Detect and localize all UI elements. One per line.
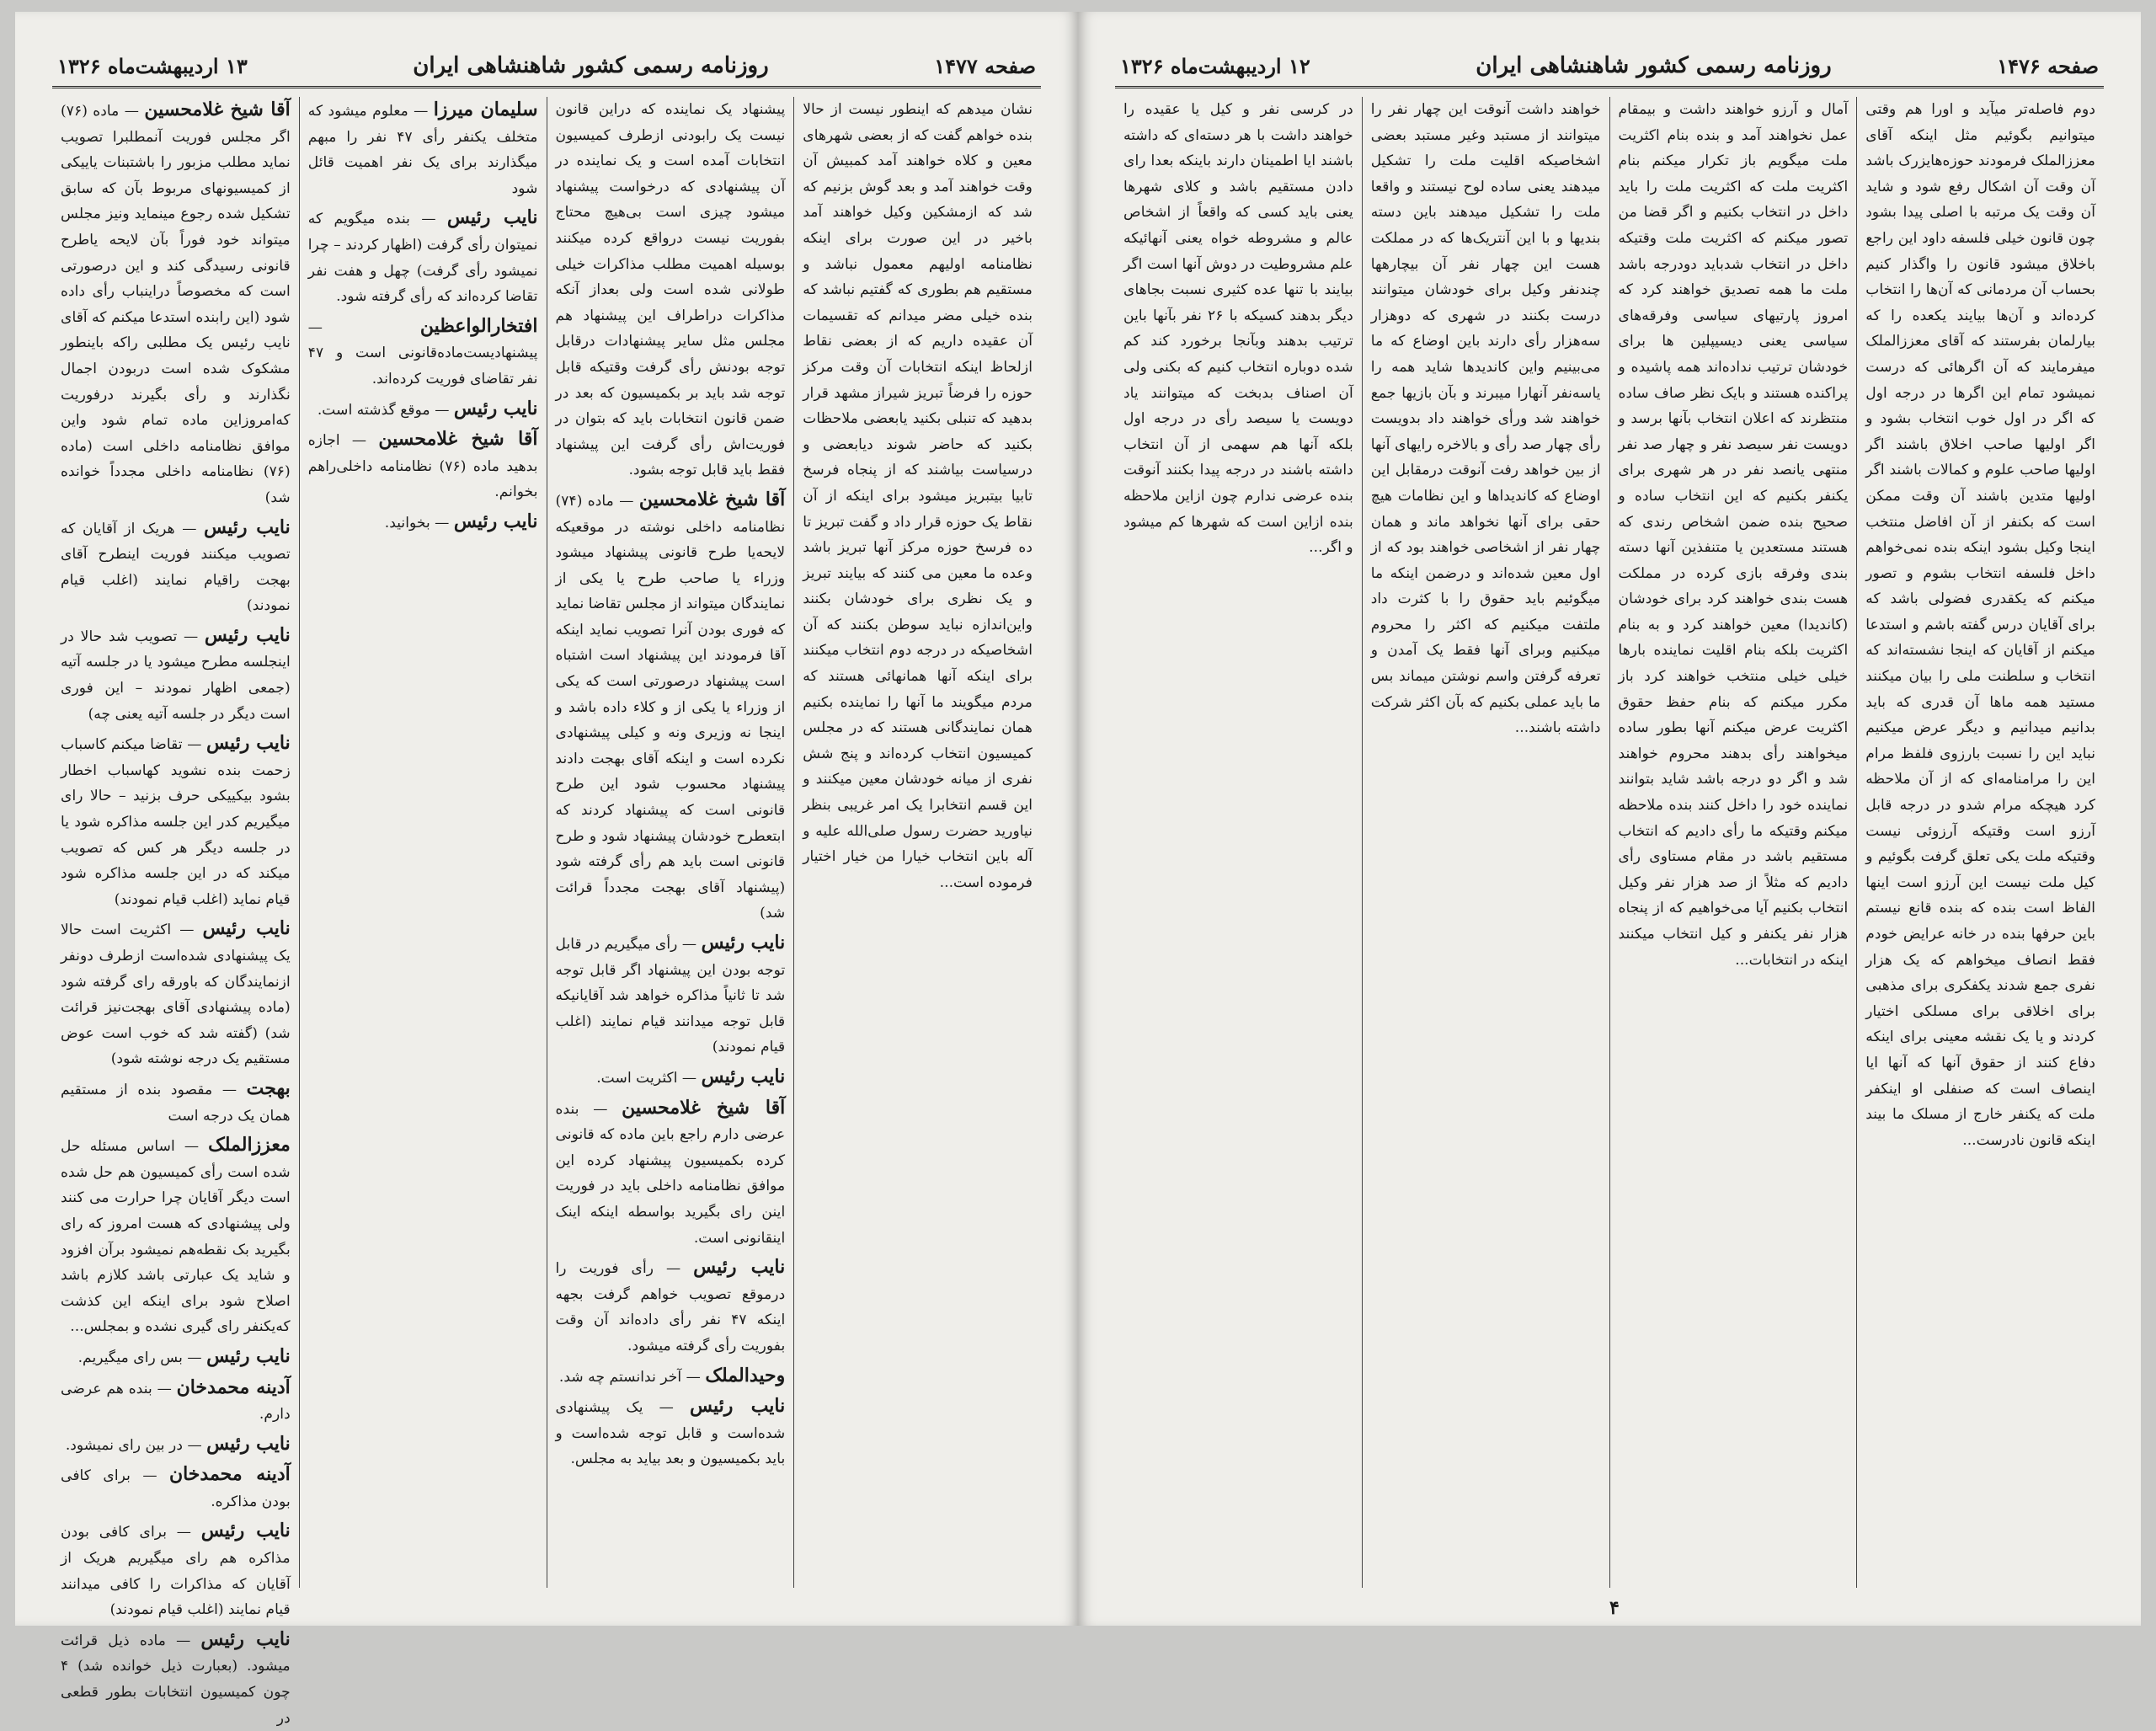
paragraph: دوم فاصله‌تر میآید و اورا هم وقتی میتوانیم بگوئیم مثل اینکه آقای معززالملک فرمودند حوزه‌هایزرک باشد آن وقت آن اشکال رفع شود و شاید آن وقت یک مرتبه با اصلی پیدا بشود چون قانون خیلی فلسفه داود این راجع باخلاق میشود قانون را واگذار کنیم بحساب آن مردمانی که آن‌ها را انتخاب کرده‌اند و آن‌ها بیایند یکعده را که بیارلمان بفرستند که آقای معززالملک میفرمایند که آن اگرهائی که درست نمیشود تمام این اگرها در درجه اول که اگر در اول خوب انتخاب بشود و اگر اولیها صاحب اخلاق باشند اگر اولیها صاحب علوم و کمالات باشند اگر اولیها متدین باشند آن وقت ممکن است که بکنفر از آن افاضل منتخب اینجا وکیل بشود اینکه بنده نمی‌خواهم داخل فلسفه انتخاب بشوم و تصور میکنم که یکقدری فضولی باشد که برای آقایان درس گفته باشم و استدعا میکنم از آقایان که اینجا نشسته‌اند که انتخاب و سلطنت ملی را بیان میکنند مستید همه ماها آن قدری که باید بدانیم میدانیم و دیگر عرض میکنیم نباید این را نسبت بارزوی فلفظ مرام این را مرامنامه‌ای که از آن ملاحظه کرد هیچکه مرام شدو در درجه قابل آرزو است وقتیکه آرزوئی نیست وقتیکه ملت یکی تعلق گرفت بگوئیم و کیل ملت نیست این آرزو است اینها الفاظ است بنده که بنده قانع نیستم باین حرفها بنده در خانه عرایض خودم فقط انصاف میخواهم که یک هزار نفری جمع شدند یکفکری برای مذهبی برای اخلاقی برای مسلکی اختیار کردند و یا یک نقشه معینی برای اینکه دفاع کنند از حقوق آنها که آنها ایا اینصاف است که صنفلی او اینکفر ملت که یکنفر خارج از مسلک ما بیند اینکه قانون نادرست... <box>1865 101 2095 1149</box>
page-number-label: صفحه ۱۴۷۷ <box>934 53 1036 78</box>
speech-text: — بنده میگویم که نمیتوان رأی گرفت (اظهار کردند – چرا نمیشود رأی گرفت) چهل و هفت نفر تقاضا کرده‌اند که رأی گرفته شود. <box>307 211 538 306</box>
paragraph <box>61 1461 291 1515</box>
newspaper-spread <box>15 12 2141 1727</box>
speech-text: — پیشنهادیست‌ماده‌قانونی است و ۴۷ نفر تقاضای فوریت کرده‌اند. <box>307 318 538 387</box>
paragraph: در کرسی نفر و کیل یا عقیده را خواهند داشت با هر دسته‌ای که داشته باشند ایا اطمینان دارند باینکه بعدا رای دادن مستقیم باشد و کلای شهرها یعنی باید کسی که واقعاً از اشخاص عالم و مشروطه خواه یعنی آنهائیکه علم مشروطیت در دوش آنها است اگر بیایند با تنها عده کثیری نسبت بجاهای دیگر بدهند کسیکه با ۲۶ نفر بآنها باین ترتیب بدهند وبآنجا برخورد کند کم شده دوباره انتخاب کنیم که بکنی ولی آن اصناف بدبخت که میتوانند یاد دویست یا سیصد رأی در درجه اول بلکه آنها هم سهمی از آن انتخاب داشته باشند در درجه پیدا بکنند آنوقت بنده عرضی ندارم چون ازاین ملاحظه بنده ازاین است که شهرها کم میشود و اگر... <box>1123 101 1353 557</box>
paragraph <box>556 1254 786 1359</box>
speech-text: — اجازه بدهید ماده (۷۶) نظامنامه داخلی‌راهم بخوانم. <box>307 432 538 501</box>
speaker-name: نایب رئیس <box>206 1432 291 1455</box>
columns-left <box>52 97 1041 1727</box>
speech-text: — بس رای میگیریم. <box>77 1349 207 1366</box>
paragraph <box>61 730 291 912</box>
speaker-name: نایب رئیس <box>204 623 291 646</box>
speaker-name: وحیدالملک <box>705 1364 786 1386</box>
speech-text: — ماده ذیل قرائت میشود. (بعبارت ذیل خوانده شد) ۴ چون کمیسیون انتخابات بطور قطعی در <box>61 1632 291 1727</box>
column <box>547 97 794 1588</box>
speech-text: — رأی میگیریم در قابل توجه بودن این پیشنهاد اگر قابل توجه شد تا ثانیاً مذاکره خواهد شد آقایانیکه قابل توجه میدانند قیام نمایند (اغلب قیام نمودند) <box>555 936 786 1056</box>
speaker-name: معززالملک <box>208 1134 291 1157</box>
speech-text: — ماده (۷۶) اگر مجلس فوریت آنمطلبرا تصویب نماید مطلب مزبور را باشتبنات یاییکی از کمیسیونهای مربوط بآن که سابق تشکیل شده رجوع مینماید ونیز مجلس میتواند خود فوراً بآن لایحه یاطرح قانونی رسیدگی کند و این درصورتی است که مخصوصاً دراینباب رأی داده شود (این رابنده استدعا میکنم که آقای نایب رئیس یک مطلبی راکه باینطور مشکوک شده است دربودن اجمال نگذارند و رأی بگیرند درفوریت که‌امروزاین ماده تمام شود واین موافق نظامنامه داخلی است (ماده (۷۶) نظامنامه داخلی مجدداً خوانده شد) <box>61 103 291 506</box>
paragraph <box>61 1431 291 1459</box>
paragraph: نشان میدهم که اینطور نیست از حالا بنده خواهم گفت که از بعضی شهرهای معین و کلاه خواهند آمد کمبیش آن وقت خواهند آمد و بعد گوش بزنیم که شد که ازمشکین وکیل خواهند آمد باخیر در این صورت برای اینکه نظامنامه اولیهم معمول نباشد و مستقیم هم بطوری که گفتیم نباشد که بنده خیلی مضر میدانم که تقسیمات آن عقیده داریم که از بعضی نقاط ازلحاظ اینکه انتخابات آن وقت مرکز حوزه را فرضاً تبریز شیراز مشهد قرار بدهید که تنبلی بکنید یابعضی ملاحظات بکنید که حاضر شوند دیابعضی و درسیاست بیاشند که از پنجاه فرسخ تابیا بیتبریز میشود برای اینکه از آن نقاط یک حوزه قرار داد و گفت تبریز تا ده فرسخ حوزه مرکز آنها تبریز باشد وعده ما معین می کنند که بیایند تبریز و یک نظری برای خودشان بکنند واین‌اندازه نباید سوطن بکنند که آن اشخاصیکه در درجه دوم انتخاب میکنند برای اینکه آنها همانهائی هستند که مردم میگویند ما آنها را نماینده بکنیم همان نمایندگانی هستند که در مجلس کمیسیون انتخاب کرده‌اند و پنج شش نفری از میانه خودشان معین میکنند و این قسم انتخابرا یک امر غریبی بنظر نیاورید حضرت رسول صلی‌الله علیه و آله باین انتخاب خیارا من خیار اختیار فرموده است... <box>803 101 1033 891</box>
speech-text: — بنده هم عرضی دارم. <box>61 1380 291 1424</box>
newspaper-title: روزنامه رسمی کشور شاهنشاهی ایران <box>1476 53 1832 78</box>
speech-text: — بنده عرضی دارم راجع باین ماده که قانونی کرده بکمیسیون پیشنهاد کرده این موافق نظامنامه داخلی باید در فوریت اینن رای بگیرید بواسطه اینکه اینک اینقانونی است. <box>555 1100 786 1247</box>
paragraph <box>61 1375 291 1428</box>
speech-text: — تصویب شد حالا در اینجلسه مطرح میشود یا در جلسه آتیه (جمعی اظهار نمودند – این فوری است دیگر در جلسه آتیه یعنی چه) <box>61 628 291 723</box>
masthead-right <box>1115 49 2104 88</box>
speaker-name: نایب رئیس <box>693 1256 786 1279</box>
speech-text: — در بین رای نمیشود. <box>65 1436 207 1454</box>
speaker-name: آدینه محمدخان <box>176 1376 291 1398</box>
speaker-name: نایب رئیس <box>701 932 786 954</box>
speech-text: — بخوانید. <box>384 514 454 532</box>
speaker-name: نایب رئیس <box>701 1065 786 1087</box>
issue-date: ۱۳ اردیبهشت‌ماه ۱۳۲۶ <box>57 53 248 78</box>
speaker-name: سلیمان میرزا <box>433 99 538 120</box>
paragraph <box>556 1095 786 1252</box>
column <box>1856 97 2104 1588</box>
column <box>1115 97 1362 1588</box>
speaker-name: افتخارالواعظین <box>419 314 538 337</box>
paragraph <box>61 916 291 1072</box>
masthead-left <box>52 49 1041 88</box>
speech-text: — معلوم میشود که متخلف یکنفر رأی ۴۷ نفر را مبهم میگذارند برای یک نفر اهمیت قائل شود <box>307 103 538 197</box>
column <box>1362 97 1609 1588</box>
speaker-name: آقا شیخ غلامحسین <box>144 99 291 120</box>
speaker-name: نایب رئیس <box>200 1520 291 1542</box>
speech-text: — اساس مسئله حل شده است رأی کمیسیون هم حل شده است دیگر آقایان چرا حرارت می کنند ولی پیشنهادی که هست امروز که رای بگیرید بک نقطه‌هم نمیشود برآن افزود و شاید یک عبارتی باشد کلازم باشد اصلاح شود برای اینکه این کذشت که‌یکنفر رای گیری نشده و بمجلس... <box>61 1138 291 1336</box>
speech-text: — هریک از آقایان که تصویب میکنند فوریت اینطرح آقای بهجت راقیام نمایند (اغلب قیام نمودند) <box>61 520 291 615</box>
column <box>299 97 547 1588</box>
speech-text: — موقع گذشته است. <box>317 401 454 419</box>
paragraph <box>556 930 786 1061</box>
newspaper-title: روزنامه رسمی کشور شاهنشاهی ایران <box>413 53 769 78</box>
speaker-name: نایب رئیس <box>453 397 538 419</box>
column <box>1609 97 1857 1588</box>
speaker-name: نایب رئیس <box>205 732 291 755</box>
paragraph <box>308 426 538 505</box>
paragraph <box>308 396 538 424</box>
paragraph <box>556 1064 786 1092</box>
paragraph <box>61 1627 291 1731</box>
paragraph <box>308 97 538 201</box>
paragraph <box>61 1076 291 1129</box>
paragraph <box>61 622 291 727</box>
speech-text: — ماده (۷۴) نظامنامه داخلی نوشته در موقعیکه لایحه‌یا طرح قانونی پیشنهاد میشود وزراء یا صاحب طرح یا یکی از نمایندگان میتواند از مجلس تقاضا نماید که فوری بودن آنرا تصویب نماید اینکه آقا فرمودند این پیشنهاد است اشتباه است پیشنهاد درصورتی است که یکی از وزراء یا یکی از و کلاء داده باشد و اینجا نه وزیری ونه و کیلی پیشنهادی نکرده است و اینکه آقای بهجت دادند پیشنهاد محسوب شود این طرح قانونی است که پیشنهاد کردند که ابتعطرح خودشان پیشنهاد شود و طرح قانونی است باید هم رأی گرفته شود (پیشنهاد آقای بهجت مجدداً قرائت شد) <box>555 492 786 922</box>
paragraph <box>556 1393 786 1472</box>
footer-page-number: ۴ <box>1609 1597 1620 1619</box>
columns-right <box>1115 97 2104 1588</box>
speaker-name: نایب رئیس <box>204 516 291 538</box>
speaker-name: بهجت <box>246 1077 291 1099</box>
speech-text: — برای کافی بودن مذاکره هم رای میگیریم هریک از آقایان که مذاکرات را کافی میدانند قیام نمایند (اغلب قیام نمودند) <box>61 1524 291 1619</box>
speech-text: — اکثریت است حالا یک پیشنهادی شده‌است ازطرف دونفر ازنمایندگان که باورقه رای گرفته شود (ماده پیشنهادی آقای بهجت‌نیز قرائت شد) (گفته شد که خوب است عوض مستقیم یک درجه نوشته شود) <box>61 922 291 1068</box>
column <box>52 97 299 1727</box>
speaker-name: نایب رئیس <box>446 206 538 229</box>
issue-date: ۱۲ اردیبهشت‌ماه ۱۳۲۶ <box>1120 53 1310 78</box>
speech-text: — برای کافی بودن مذاکره. <box>61 1467 291 1510</box>
paragraph <box>308 205 538 309</box>
paragraph <box>556 487 786 927</box>
speaker-name: آقا شیخ غلامحسین <box>622 1096 786 1119</box>
speaker-name: نایب رئیس <box>453 510 538 532</box>
paragraph <box>61 1344 291 1371</box>
page-left <box>15 12 1078 1727</box>
paragraph: خواهند داشت آنوقت این چهار نفر را میتوانند از مستبد وغیر مستبد بعضی اشخاصیکه اقلیت ملت را تشکیل میدهند یعنی ساده لوح نیستند و واقعا ملت را تشکیل میدهند باین دسته بندیها و با این آنتریک‌ها که در مملکت هست این چهار نفر آن بیچارهها چندنفر وکیل برای خودشان میتوانند درست بکنند در شهری که دوهزار سه‌هزار رأی دارند باین اوضاع که ما می‌بینیم واین کاندیدها شاید همه را یاسه‌نفر آنهارا میبرند و بآن بازیها جمع خواهند شد ورأی خواهند داد بدویست رأی چهار صد رأی و بالاخره رایهای آنها از بین خواهد رفت آنوقت درمقابل این اوضاع که کاندیداها و این نظامات هیچ حقی برای آنها نخواهد ماند و همان چهار نفر از اشخاصی خواهند بود که از اول معین شده‌اند و درضمن اینکه ما میگوئیم باید حقوق را با کثرت داد ملتفت میکنیم که اکثر را محروم میکنیم وبرای آنها فقط یک آمدن و تعرفه گرفتن واسم نوشتن میماند بس ما باید عملی بکنیم که بآن اکثر شرکت داشته باشند... <box>1370 101 1601 737</box>
speech-text: — آخر ندانستم چه شد. <box>558 1368 706 1386</box>
paragraph <box>556 1363 786 1391</box>
paragraph <box>61 1518 291 1622</box>
paragraph <box>308 313 538 393</box>
speaker-name: آدینه محمدخان <box>168 1463 291 1486</box>
speaker-name: نایب رئیس <box>200 1627 291 1650</box>
paragraph <box>308 509 538 537</box>
paragraph: آمال و آرزو خواهند داشت و بیمقام عمل نخواهند آمد و بنده بنام اکثریت ملت میگویم باز تکرار میکنم بنام اکثریت ملت که اکثریت ملت را باید داخل در انتخاب بکنیم و اگر قضا من تصور میکنم که اکثریت ملت وقتیکه داخل در انتخاب شدباید دودرجه باشد ملت ما همه تصدیق خواهند کرد که امروز پارتیهای سیاسی وفرقه‌های سیاسی یعنی دیسیپلین ها برای خودشان ترتیب نداده‌اند همه پاشیده و پراکنده هستند و بایک نظر صاف ساده منتظرند که اعلان انتخاب بآنها برسد و دویست نفر سیصد نفر و چهار صد نفر منتهی یانصد نفر در هر شهری برای یکنفر بکنیم که این انتخاب ساده و صحیح بنده ضمن اشخاص رندی که هستند مستعدین یا متنفذین آنها دسته بندی وفرقه بازی کرده در مملکت هست بندی خواهند کرد برای خودشان (کاندیدا) معین خواهند کرد و به بنام اکثریت بلکه بنام اقلیت نماینده بارها خیلی خیلی منتخب خواهند کرد باز مکرر میکنم که بنام حفظ حقوق اکثریت عرض میکنم آنها بطور ساده میخواهند رأی بدهند محروم خواهند شد و اگر دو درجه باشد شاید بتوانند نماینده خود را داخل کنند بنده ملاحظه میکنم وقتیکه ما رأی دادیم که انتخاب مستقیم باشد در مقام مستاوی رأی دادیم که مثلاً از صد هزار نفر وکیل انتخاب بکنیم آیا می‌خواهیم که از پنجاه هزار نفر یکنفر و کیل انتخاب میکنند اینکه در انتخابات... <box>1618 101 1849 969</box>
speech-text: — تقاضا میکنم کاسباب زحمت بنده نشوید کهاسباب اخطار بشود بیکییکی حرف بزنید – حالا رای میگیریم کدر این جلسه مذاکره شود یا در جلسه دیگر هر کس که تصویب میکند که در این جلسه مذاکره شود قیام نماید (اغلب قیام نمودند) <box>61 736 291 908</box>
speech-text: — اکثریت است. <box>596 1069 702 1087</box>
speaker-name: نایب رئیس <box>202 917 291 940</box>
speaker-name: آقا شیخ غلامحسین <box>378 428 538 451</box>
paragraph <box>61 515 291 619</box>
speaker-name: آقا شیخ غلامحسین <box>638 488 786 510</box>
speaker-name: نایب رئیس <box>689 1395 786 1418</box>
column <box>793 97 1041 1588</box>
speaker-name: نایب رئیس <box>206 1344 291 1367</box>
speech-text: — مقصود بنده از مستقیم همان یک درجه است <box>61 1081 291 1125</box>
page-number-label: صفحه ۱۴۷۶ <box>1997 53 2099 78</box>
speech-text: — یک پیشنهادی شده‌است و قابل توجه شده‌است و باید بکمیسیون و بعد بیاید به مجلس. <box>555 1399 786 1468</box>
speech-text: — رأی فوریت را درموقع تصویب خواهم گرفت بجهه اینکه ۴۷ نفر رأی داده‌اند آن وقت بفوریت رأی گرفته میشود. <box>555 1260 786 1354</box>
paragraph <box>61 97 291 511</box>
paragraph: پیشنهاد یک نماینده که دراین قانون نیست یک رابودنی ازطرف کمیسیون انتخابات آمده است و یک نماینده در آن پیشنهادی که درخواست پیشنهاد میشود چیزی است بی‌هیچ محتاج بفوریت نیست درواقع کرده میکنند بوسیله اهمیت مطلب مذاکرات خیلی طولانی شده است ولی بعداز آنکه مذاکرات دراطراف این پیشنهاد هم مجلس مثل سایر پیشنهادات درقابل توجه بودنش رأی گرفت وقتیکه قابل توجه شد باید بر بکمیسیون که بعد در ضمن قانون انتخابات باید که بتوان در فوریت‌اش رأی گرفت این پیشنهاد فقط باید قابل توجه بشود. <box>555 101 786 479</box>
page-right <box>1078 12 2141 1626</box>
paragraph <box>61 1132 291 1340</box>
